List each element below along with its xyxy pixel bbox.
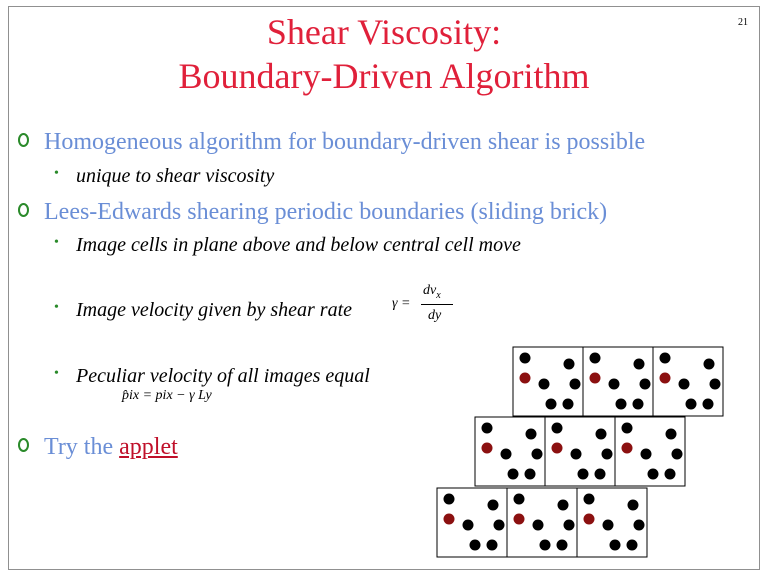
equation-gamma-denominator: dy [428, 308, 442, 323]
particle [564, 520, 575, 531]
page-number: 21 [738, 17, 748, 28]
sub-bullet-dot-icon: • [54, 300, 59, 315]
particle [539, 379, 550, 390]
particle [540, 540, 551, 551]
particle [596, 429, 607, 440]
particle [563, 399, 574, 410]
particle [704, 359, 715, 370]
bullet-lees-edwards: Lees-Edwards shearing periodic boundaries (sliding brick) [44, 199, 608, 225]
tagged-particle [590, 373, 601, 384]
particle [526, 429, 537, 440]
particle [627, 540, 638, 551]
tagged-particle [622, 443, 633, 454]
try-prefix: Try the [44, 434, 120, 460]
sub-bullet-image-velocity: Image velocity given by shear rate [76, 299, 353, 321]
particle [666, 429, 677, 440]
particle [463, 520, 474, 531]
sub-bullet-unique: unique to shear viscosity [76, 165, 275, 187]
particle [558, 500, 569, 511]
tagged-particle [660, 373, 671, 384]
tagged-particle [514, 514, 525, 525]
particle [660, 353, 671, 364]
particle [482, 423, 493, 434]
particle [610, 540, 621, 551]
particle [488, 500, 499, 511]
particle [508, 469, 519, 480]
particle [641, 449, 652, 460]
particle [520, 353, 531, 364]
particle [584, 494, 595, 505]
particle [633, 399, 644, 410]
particle [665, 469, 676, 480]
sub-bullet-dot-icon: • [54, 366, 59, 381]
particle [602, 449, 613, 460]
slide-title-line2: Boundary-Driven Algorithm [178, 56, 590, 96]
tagged-particle [584, 514, 595, 525]
equation-gamma-numerator: $dv_x$ [423, 283, 441, 301]
particle [648, 469, 659, 480]
particle [578, 469, 589, 480]
particle [514, 494, 525, 505]
sub-bullet-dot-icon: • [54, 166, 59, 181]
particle [622, 423, 633, 434]
particle [703, 399, 714, 410]
particle [710, 379, 721, 390]
particle [590, 353, 601, 364]
particle [571, 449, 582, 460]
particle [634, 520, 645, 531]
tagged-particle [444, 514, 455, 525]
particle [609, 379, 620, 390]
sub-bullet-peculiar-velocity: Peculiar velocity of all images equal [76, 365, 370, 387]
particle [570, 379, 581, 390]
particle [557, 540, 568, 551]
particle [686, 399, 697, 410]
tagged-particle [520, 373, 531, 384]
particle [595, 469, 606, 480]
tagged-particle [482, 443, 493, 454]
equation-peculiar: p̂ix = pix − γ Ly [122, 388, 212, 403]
slide-title-line1: Shear Viscosity: [266, 12, 502, 52]
particle [634, 359, 645, 370]
particle [603, 520, 614, 531]
particle [546, 399, 557, 410]
applet-link[interactable]: applet [119, 434, 178, 460]
tagged-particle [552, 443, 563, 454]
particle [672, 449, 683, 460]
particle [501, 449, 512, 460]
particle [532, 449, 543, 460]
particle [552, 423, 563, 434]
particle [487, 540, 498, 551]
particle [679, 379, 690, 390]
particle [640, 379, 651, 390]
particle [616, 399, 627, 410]
particle [470, 540, 481, 551]
particle [564, 359, 575, 370]
sub-bullet-dot-icon: • [54, 235, 59, 250]
bullet-homogeneous: Homogeneous algorithm for boundary-driven shear is possible [44, 129, 646, 155]
particle [628, 500, 639, 511]
particle [533, 520, 544, 531]
equation-gamma-lhs: γ = [392, 296, 411, 311]
particle [494, 520, 505, 531]
particle [444, 494, 455, 505]
sub-bullet-image-cells: Image cells in plane above and below central cell move [76, 234, 521, 256]
particle [525, 469, 536, 480]
